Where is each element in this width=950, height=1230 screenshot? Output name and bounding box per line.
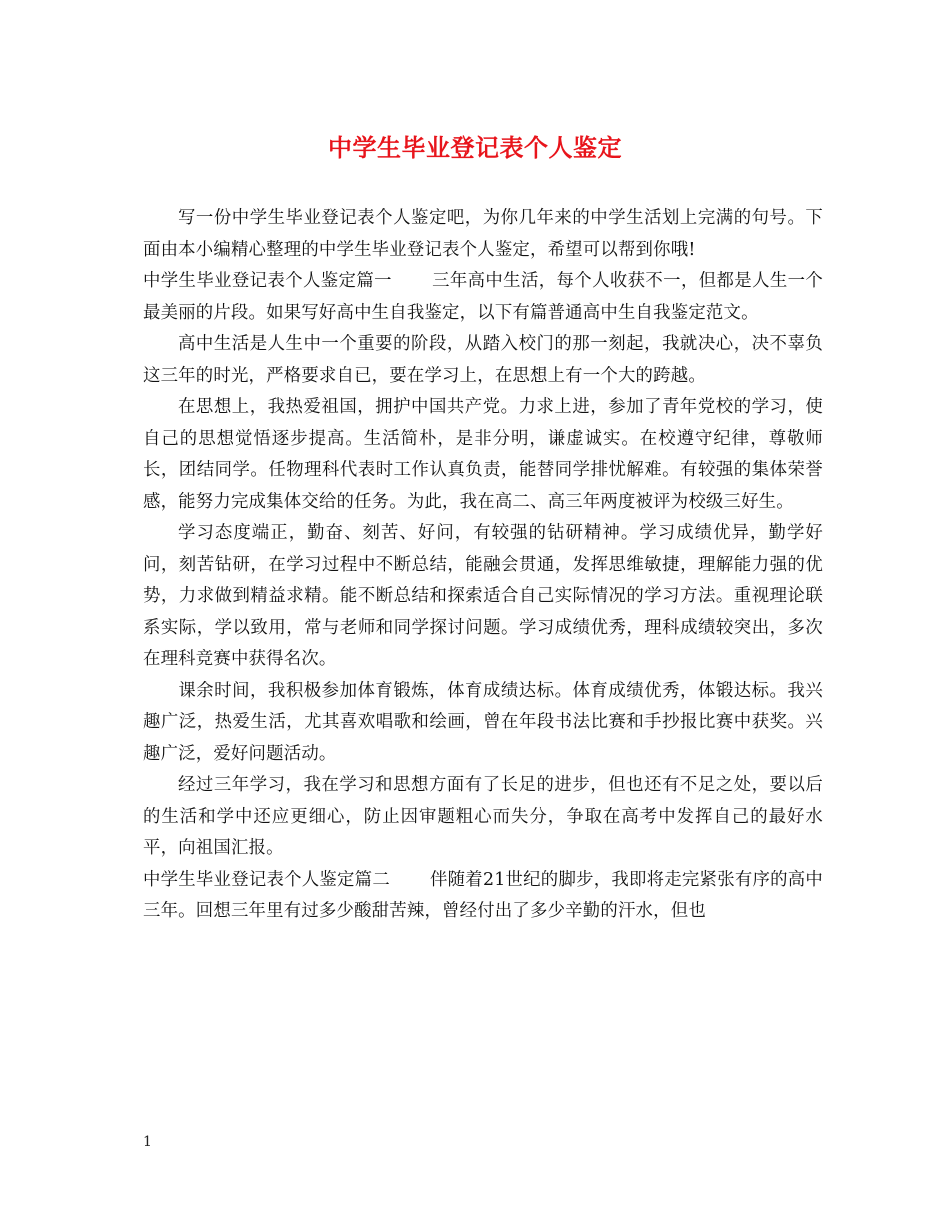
section-2-paragraph [143, 865, 823, 928]
document-body [143, 203, 823, 928]
section-2-lead: 伴随着21世纪的脚步，我即将走完紧张有序的高中三年。回想三年里有过多少酸甜苦辣，曾经付出了多少辛勤的汗水，但也 [143, 869, 823, 921]
section-1-heading: 中学生毕业登记表个人鉴定篇一 [143, 271, 392, 291]
body-paragraph-4-text: 课余时间，我积极参加体育锻炼，体育成绩达标。体育成绩优秀，体锻达标。我兴趣广泛，热爱生活，尤其喜欢唱歌和绘画，曾在年段书法比赛和手抄报比赛中获奖。兴趣广泛，爱好问题活动。 [143, 680, 823, 764]
section-1-paragraph [143, 266, 823, 329]
page-number: 1 [143, 1134, 152, 1150]
body-paragraph-2: 在思想上，我热爱祖国，拥护中国共产党。力求上进，参加了青年党校的学习，使自己的思想觉悟逐步提高。生活简朴，是非分明，谦虚诚实。在校遵守纪律，尊敬师长，团结同学。任物理科代表时工作认真负责，能替同学排忧解难。有较强的集体荣誉感，能努力完成集体交给的任务。为此，我在高二、高三年两度被评为校级三好生。 [143, 397, 823, 512]
body-paragraph-1: 高中生活是人生中一个重要的阶段，从踏入校门的那一刻起，我就决心，决不辜负这三年的时光，严格要求自已，要在学习上，在思想上有一个大的跨越。 [143, 334, 823, 386]
body-paragraph-3: 学习态度端正，勤奋、刻苦、好问，有较强的钻研精神。学习成绩优异，勤学好问，刻苦钻研，在学习过程中不断总结，能融会贯通，发挥思维敏捷，理解能力强的优势，力求做到精益求精。能不断总结和探索适合自己实际情况的学习方法。重视理论联系实际，学以致用，常与老师和同学探讨问题。学习成绩优秀，理科成绩较突出，多次在理科竞赛中获得名次。 [143, 523, 823, 669]
section-1-lead: 三年高中生活，每个人收获不一，但都是人生一个最美丽的片段。如果写好高中生自我鉴定，以下有篇普通高中生自我鉴定范文。 [143, 271, 823, 323]
body-paragraph-4 [143, 676, 823, 771]
section-2-heading: 中学生毕业登记表个人鉴定篇二 [143, 869, 390, 890]
body-paragraph-5: 经过三年学习，我在学习和思想方面有了长足的进步，但也还有不足之处，要以后的生活和学中还应更细心，防止因审题粗心而失分，争取在高考中发挥自己的最好水平，向祖国汇报。 [143, 775, 823, 858]
intro-paragraph: 写一份中学生毕业登记表个人鉴定吧，为你几年来的中学生活划上完满的句号。下面由本小编精心整理的中学生毕业登记表个人鉴定，希望可以帮到你哦! [143, 208, 823, 260]
document-title: 中学生毕业登记表个人鉴定 [328, 133, 622, 162]
